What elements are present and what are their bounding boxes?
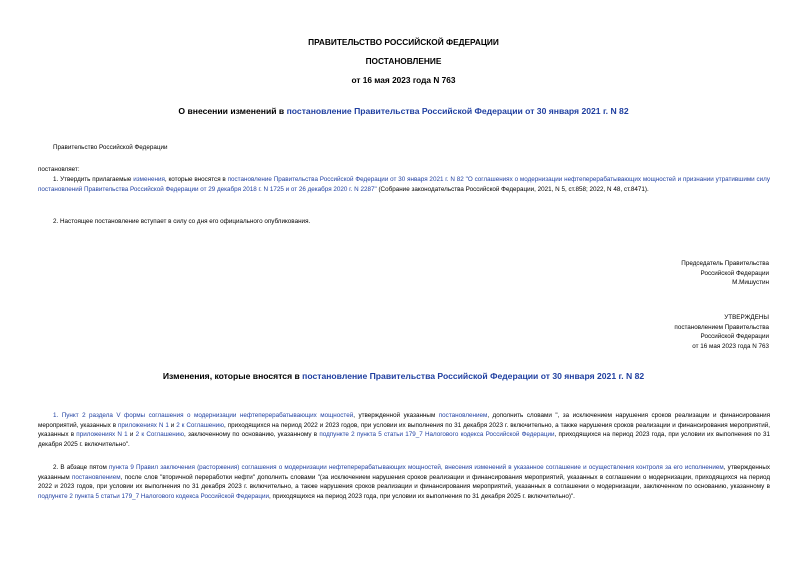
approved-by: постановлением Правительства bbox=[674, 323, 769, 331]
item-2-paragraph: 2. Настоящее постановление вступает в силу со дня его официального опубликования. bbox=[53, 218, 311, 225]
issuing-authority: Правительство Российской Федерации bbox=[53, 144, 168, 151]
tax-code-link[interactable]: подпункте 2 пункта 5 статьи 179_7 Налогового кодекса Российской Федерации bbox=[319, 431, 555, 438]
changes-title bbox=[0, 371, 807, 381]
change-paragraph-2: 2. В абзаце пятом пункта 9 Правил заключения (расторжения) соглашения о модернизации нефтеперерабатывающих мощностей, внесения изменений в указанное соглашение и осуществления контроля за его исполнением, утвержденных указанным постановлением, после слов "вторичной переработки нефти" дополнить словами "(за исключением нарушения сроков реализации и финансирования мероприятий, указанных в соглашении о модернизации, приходящихся на период 2022 и 2023 годов, при условии их выполнения по 31 декабря 2023 г. включительно, а также нарушения сроков реализации и финансирования мероприятий, указанных в соглашении о модернизации, заключенном по основанию, указанному в подпункте 2 пункта 5 статьи 179_7 Налогового кодекса Российской Федерации, приходящихся на период 2023 года, при условии их выполнения по 31 декабря 2025 г. включительно)". bbox=[38, 464, 771, 500]
government-heading: ПРАВИТЕЛЬСТВО РОССИЙСКОЙ ФЕДЕРАЦИИ bbox=[308, 37, 499, 47]
rules-clause-link[interactable]: пункта 9 Правил заключения (расторжения) соглашения о модернизации нефтеперерабатывающих мощностей, внесения изменений в указанное соглашение и осуществления контроля за его исполнением bbox=[109, 464, 724, 471]
annex-1-link[interactable]: приложениях N 1 bbox=[118, 421, 169, 429]
changes-link[interactable]: изменения bbox=[133, 176, 165, 183]
changes-title-decree-link[interactable]: постановление Правительства Российской Федерации от 30 января 2021 г. N 82 bbox=[302, 371, 645, 381]
tax-code-link-2[interactable]: подпункте 2 пункта 5 статьи 179_7 Налогового кодекса Российской Федерации bbox=[38, 492, 270, 500]
title-decree-link[interactable]: постановление Правительства Российской Федерации от 30 января 2021 г. N 82 bbox=[286, 106, 629, 116]
annex-2-link-2[interactable]: 2 к Соглашению bbox=[135, 431, 184, 438]
annex-1-link-2[interactable]: приложениях N 1 bbox=[76, 431, 128, 438]
approved-country: Российской Федерации bbox=[700, 333, 769, 340]
annex-2-link[interactable]: 2 к Соглашению bbox=[176, 421, 225, 429]
document-title bbox=[0, 106, 807, 116]
signature-block bbox=[500, 259, 769, 288]
document-type: ПОСТАНОВЛЕНИЕ bbox=[365, 56, 442, 66]
signature-name: М.Мишустин bbox=[732, 279, 769, 286]
document-date-number: от 16 мая 2023 года N 763 bbox=[351, 75, 456, 85]
decree-82-link[interactable]: постановление Правительства Российской Федерации от 30 января 2021 г. N 82 "О соглашениях о модернизации нефтеперерабатывающих мощностей и признании утратившими силу постановлений Правительства Российской Федерации от 29 декабря 2018 г. N 1725 и от 26 декабря 2020 г. N 2287" bbox=[38, 176, 771, 193]
form-section-link[interactable]: 1. Пункт 2 раздела V формы соглашения о модернизации нефтеперерабатывающих мощностей bbox=[53, 412, 354, 419]
document-title-prefix: О внесении изменений в bbox=[178, 106, 287, 116]
decrees-word: постановляет: bbox=[38, 166, 80, 173]
approved-word: УТВЕРЖДЕНЫ bbox=[724, 314, 769, 321]
changes-title-prefix: Изменения, которые вносятся в bbox=[162, 371, 303, 381]
decree-link[interactable]: постановлением bbox=[438, 412, 488, 419]
item-1-paragraph: 1. Утвердить прилагаемые изменения, которые вносятся в постановление Правительства Российской Федерации от 30 января 2021 г. N 82 "О соглашениях о модернизации нефтеперерабатывающих мощностей и признании утратившими силу постановлений Правительства Российской Федерации от 29 декабря 2018 г. N 1725 и от 26 декабря 2020 г. N 2287" (Собрание законодательства Российской Федерации, 2021, N 5, ст.858; 2022, N 48, ст.8471). bbox=[38, 176, 771, 193]
signature-country: Российской Федерации bbox=[700, 269, 769, 277]
approved-date: от 16 мая 2023 года N 763 bbox=[692, 342, 769, 350]
decree-link-2[interactable]: постановлением bbox=[71, 473, 121, 481]
change-paragraph-1: 1. Пункт 2 раздела V формы соглашения о модернизации нефтеперерабатывающих мощностей, утвержденной указанным постановлением, дополнить словами ", за исключением нарушения сроков реализации и финансирования мероприятий, указанных в приложениях N 1 и 2 к Соглашению, приходящихся на период 2022 и 2023 годов, при условии их выполнения по 31 декабря 2023 г. включительно, а также нарушения сроков реализации и финансирования мероприятий, указанных в приложениях N 1 и 2 к Соглашению, заключенному по основанию, указанному в подпункте 2 пункта 5 статьи 179_7 Налогового кодекса Российской Федерации, приходящихся на период 2023 года, при условии их выполнения по 31 декабря 2025 г. включительно". bbox=[38, 412, 771, 448]
signature-title: Председатель Правительства bbox=[681, 260, 769, 267]
approval-stamp bbox=[500, 313, 769, 351]
